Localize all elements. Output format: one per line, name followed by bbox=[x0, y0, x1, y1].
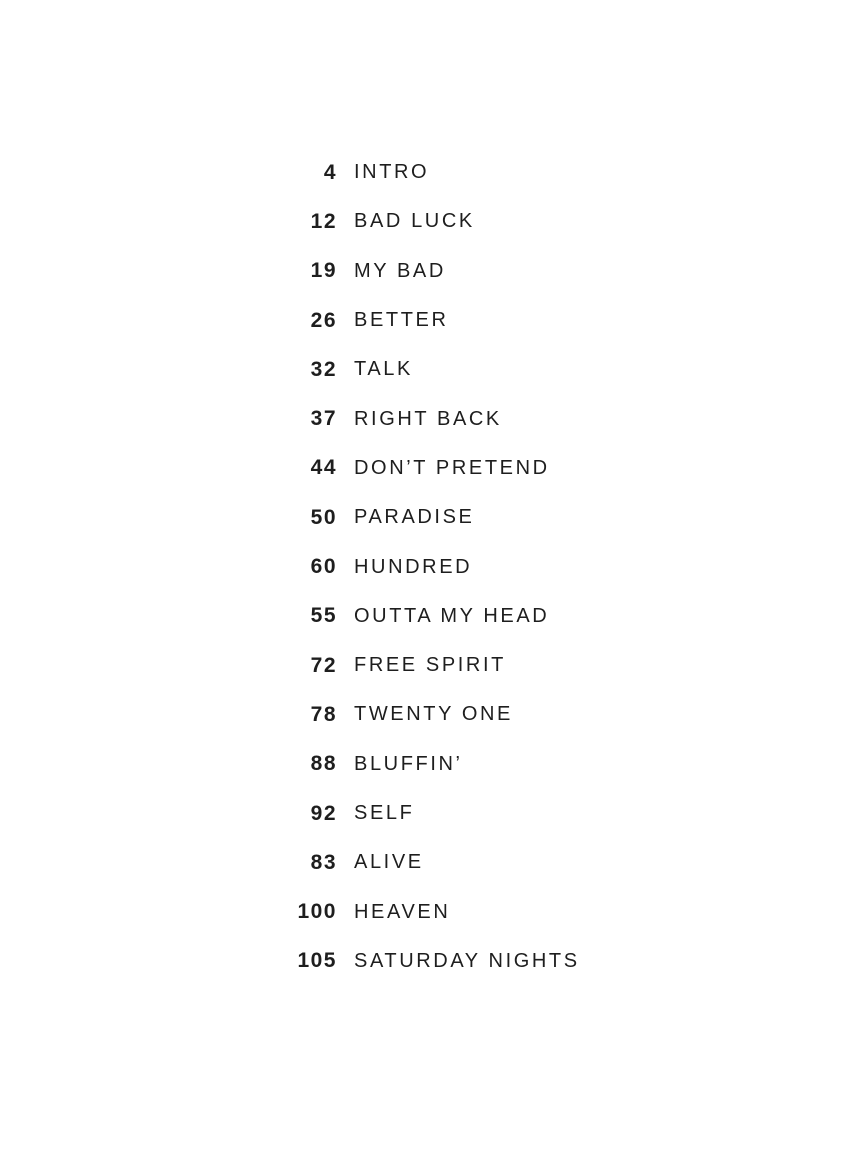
toc-song-title: HEAVEN bbox=[354, 900, 451, 923]
toc-page-number: 32 bbox=[310, 357, 337, 381]
toc-entry bbox=[0, 740, 864, 789]
toc-page-number: 55 bbox=[310, 604, 337, 628]
toc-song-title: MY BAD bbox=[354, 259, 446, 282]
toc-page-number: 12 bbox=[310, 209, 337, 233]
toc-page-number: 60 bbox=[310, 555, 337, 579]
toc-song-title: DON’T PRETEND bbox=[354, 456, 550, 479]
toc-song-title: PARADISE bbox=[354, 506, 475, 529]
toc-entry bbox=[0, 838, 864, 887]
table-of-contents bbox=[0, 148, 864, 986]
toc-page-number: 4 bbox=[323, 160, 337, 184]
toc-song-title: INTRO bbox=[354, 161, 430, 184]
toc-entry bbox=[0, 789, 864, 838]
toc-song-title: BAD LUCK bbox=[354, 210, 475, 233]
toc-page-number: 44 bbox=[310, 456, 337, 480]
toc-entry bbox=[0, 197, 864, 246]
toc-page-number: 72 bbox=[310, 653, 337, 677]
toc-page-number: 105 bbox=[297, 949, 337, 973]
toc-entry bbox=[0, 247, 864, 296]
toc-song-title: SATURDAY NIGHTS bbox=[354, 949, 580, 972]
toc-song-title: SELF bbox=[354, 802, 415, 824]
toc-entry bbox=[0, 592, 864, 641]
toc-song-title: TWENTY ONE bbox=[354, 703, 513, 726]
toc-entry bbox=[0, 148, 864, 197]
toc-entry bbox=[0, 394, 864, 443]
toc-song-title: TALK bbox=[354, 358, 413, 381]
toc-song-title: OUTTA MY HEAD bbox=[354, 604, 550, 627]
toc-entry bbox=[0, 444, 864, 493]
toc-page-number: 19 bbox=[310, 259, 337, 283]
toc-entry bbox=[0, 937, 864, 986]
toc-song-title: RIGHT BACK bbox=[354, 407, 502, 430]
toc-entry bbox=[0, 690, 864, 739]
toc-song-title: ALIVE bbox=[354, 851, 424, 874]
toc-page-number: 100 bbox=[297, 900, 337, 924]
toc-page-number: 26 bbox=[310, 308, 337, 332]
toc-song-title: BLUFFIN’ bbox=[354, 752, 463, 775]
toc-entry bbox=[0, 493, 864, 542]
toc-page-number: 50 bbox=[310, 505, 337, 529]
toc-entry bbox=[0, 296, 864, 345]
toc-entry bbox=[0, 887, 864, 936]
toc-page-number: 83 bbox=[310, 850, 337, 874]
toc-page-number: 37 bbox=[310, 407, 337, 431]
toc-page-number: 78 bbox=[310, 702, 337, 726]
toc-entry bbox=[0, 641, 864, 690]
toc-song-title: FREE SPIRIT bbox=[354, 654, 506, 677]
toc-entry bbox=[0, 542, 864, 591]
toc-entry bbox=[0, 345, 864, 394]
toc-page-number: 88 bbox=[310, 752, 337, 776]
toc-page-number: 92 bbox=[310, 801, 337, 825]
toc-song-title: BETTER bbox=[354, 309, 449, 332]
toc-song-title: HUNDRED bbox=[354, 555, 473, 578]
